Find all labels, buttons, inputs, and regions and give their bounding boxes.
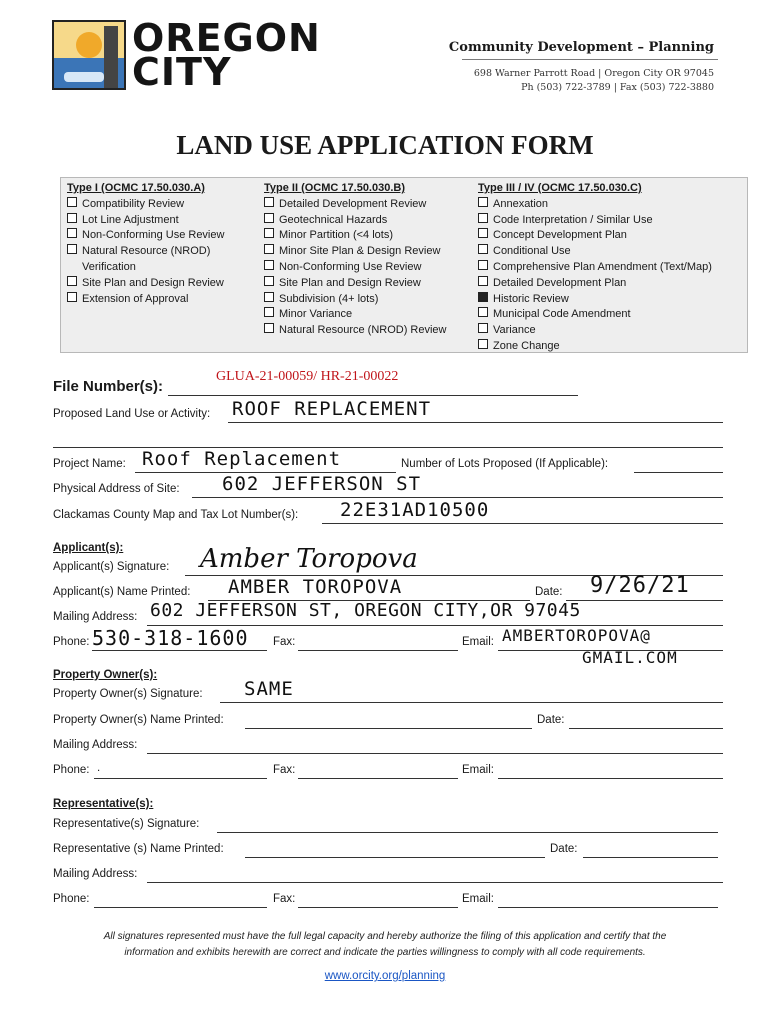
owner-phone-label: Phone:: [53, 764, 90, 776]
option-label: Non-Conforming Use Review: [82, 229, 225, 242]
applicant-heading: Applicant(s):: [53, 542, 124, 554]
checkbox-icon[interactable]: [264, 307, 274, 317]
owner-date-field[interactable]: [569, 714, 723, 729]
department-name: Community Development – Planning: [448, 40, 714, 55]
rep-mailing-label: Mailing Address:: [53, 868, 138, 880]
option-label: Minor Variance: [279, 308, 353, 321]
type-heading: Type I (OCMC 17.50.030.A): [67, 182, 205, 194]
application-type-option[interactable]: [67, 276, 224, 292]
checkbox-icon[interactable]: [478, 339, 488, 349]
applicant-mailing-label: Mailing Address:: [53, 611, 138, 623]
option-label: Municipal Code Amendment: [493, 308, 631, 321]
proposed-use-value: ROOF REPLACEMENT: [232, 398, 432, 420]
application-type-option[interactable]: [67, 228, 224, 244]
application-type-option[interactable]: [478, 244, 712, 260]
owner-mailing-label: Mailing Address:: [53, 739, 138, 751]
option-label: Compatibility Review: [82, 197, 185, 210]
checkbox-icon[interactable]: [478, 323, 488, 333]
owner-email-field[interactable]: [498, 764, 723, 779]
owner-name-field[interactable]: [245, 714, 532, 729]
option-label: Geotechnical Hazards: [279, 213, 388, 226]
owner-heading: Property Owner(s):: [53, 669, 158, 681]
applicant-name-label: Applicant(s) Name Printed:: [53, 586, 191, 598]
application-type-option[interactable]: [67, 244, 224, 260]
owner-phone-field[interactable]: [94, 764, 267, 779]
applicant-email-label: Email:: [462, 636, 494, 648]
checkbox-icon[interactable]: [67, 213, 77, 223]
project-name-label: Project Name:: [53, 458, 126, 470]
checkbox-icon[interactable]: [478, 228, 488, 238]
tax-lot-value: 22E31AD10500: [340, 499, 490, 521]
application-type-option[interactable]: [264, 276, 447, 292]
applicant-date-value: 9/26/21: [590, 573, 690, 598]
header-divider: [462, 59, 718, 60]
application-type-option[interactable]: [264, 244, 447, 260]
application-type-option[interactable]: [478, 197, 712, 213]
proposed-use-label: Proposed Land Use or Activity:: [53, 408, 211, 420]
rep-signature-field[interactable]: [217, 818, 718, 833]
oregon-city-logo: [52, 16, 352, 94]
application-type-option[interactable]: [264, 323, 447, 339]
checkbox-icon[interactable]: [67, 228, 77, 238]
application-type-option[interactable]: [264, 292, 447, 308]
owner-signature-value: SAME: [244, 678, 294, 700]
checkbox-icon[interactable]: [264, 244, 274, 254]
type-iii-iv-column: [478, 181, 712, 355]
site-address-value: 602 JEFFERSON ST: [222, 473, 422, 495]
signature-disclaimer: All signatures represented must have the full legal capacity and hereby authorize the filing of this application and certify that the information and exhibits herewith are correct and indicate the parties willingness to comply with all code requirements.: [103, 931, 667, 958]
applicant-signature-label: Applicant(s) Signature:: [53, 561, 170, 573]
application-type-option[interactable]: [478, 213, 712, 229]
option-label: Conditional Use: [493, 245, 571, 258]
owner-fax-field[interactable]: [298, 764, 458, 779]
form-title: LAND USE APPLICATION FORM: [176, 130, 594, 160]
application-type-option[interactable]: [478, 260, 712, 276]
option-label: Subdivision (4+ lots): [279, 292, 379, 305]
applicant-mailing-value: 602 JEFFERSON ST, OREGON CITY,OR 97045: [150, 600, 581, 621]
application-type-option[interactable]: [67, 213, 224, 229]
option-label: Variance: [493, 324, 536, 337]
applicant-signature-value: Amber Toropova: [200, 544, 418, 574]
applicant-email-value-cont: GMAIL.COM: [582, 648, 678, 667]
owner-signature-field[interactable]: [220, 688, 723, 703]
application-type-option[interactable]: [264, 307, 447, 323]
logo-line-city: CITY: [132, 50, 232, 94]
option-label: Lot Line Adjustment: [82, 213, 179, 226]
site-address-label: Physical Address of Site:: [53, 483, 180, 495]
department-address: 698 Warner Parrott Road | Oregon City OR 97045: [473, 68, 714, 79]
rep-signature-label: Representative(s) Signature:: [53, 818, 200, 830]
checkbox-icon[interactable]: [478, 276, 488, 286]
option-label: Concept Development Plan: [493, 229, 627, 242]
application-type-option[interactable]: [67, 197, 224, 213]
owner-mailing-field[interactable]: [147, 739, 723, 754]
checkbox-icon[interactable]: [264, 260, 274, 270]
rep-date-label: Date:: [550, 843, 578, 855]
applicant-fax-field[interactable]: [298, 636, 458, 651]
rep-email-field[interactable]: [498, 893, 718, 908]
checkbox-checked-icon[interactable]: [478, 292, 488, 302]
application-type-option[interactable]: [478, 339, 712, 355]
checkbox-icon[interactable]: [478, 213, 488, 223]
applicant-date-label: Date:: [535, 586, 563, 598]
application-type-option[interactable]: [478, 292, 712, 308]
file-number-stamp: GLUA-21-00059/ HR-21-00022: [216, 369, 399, 384]
applicant-email-value: AMBERTOROPOVA@: [502, 626, 651, 645]
owner-email-label: Email:: [462, 764, 494, 776]
option-label-continued: Verification: [82, 260, 136, 273]
checkbox-icon[interactable]: [478, 244, 488, 254]
application-type-option[interactable]: [264, 197, 447, 213]
rep-fax-field[interactable]: [298, 893, 458, 908]
tax-lot-label: Clackamas County Map and Tax Lot Number(s):: [53, 509, 299, 521]
file-number-field[interactable]: [168, 381, 578, 396]
owner-signature-label: Property Owner(s) Signature:: [53, 688, 203, 700]
applicant-name-value: AMBER TOROPOVA: [228, 576, 403, 598]
checkbox-icon[interactable]: [264, 276, 274, 286]
department-contact: [474, 67, 714, 95]
checkbox-icon[interactable]: [67, 197, 77, 207]
rep-mailing-field[interactable]: [147, 868, 723, 883]
option-label: Non-Conforming Use Review: [279, 260, 422, 273]
application-type-option[interactable]: [264, 228, 447, 244]
option-label: Natural Resource (NROD) Review: [279, 324, 447, 337]
option-label: Minor Site Plan & Design Review: [279, 245, 441, 258]
option-label: Detailed Development Review: [279, 197, 427, 210]
rep-phone-label: Phone:: [53, 893, 90, 905]
owner-phone-value: .: [97, 762, 101, 774]
checkbox-icon[interactable]: [67, 292, 77, 302]
rep-name-label: Representative (s) Name Printed:: [53, 843, 224, 855]
option-label: Site Plan and Design Review: [82, 276, 224, 289]
option-label: Comprehensive Plan Amendment (Text/Map): [493, 260, 712, 273]
project-name-value: Roof Replacement: [142, 448, 342, 470]
owner-date-label: Date:: [537, 714, 565, 726]
checkbox-icon[interactable]: [264, 197, 274, 207]
checkbox-icon[interactable]: [67, 276, 77, 286]
department-phone: Ph (503) 722-3789 | Fax (503) 722-3880: [521, 82, 714, 93]
option-label: Site Plan and Design Review: [279, 276, 421, 289]
application-type-option[interactable]: [478, 228, 712, 244]
lots-label: Number of Lots Proposed (If Applicable):: [401, 458, 609, 470]
logo-emblem-icon: [52, 20, 126, 90]
proposed-use-field-line2[interactable]: [53, 433, 723, 448]
application-type-option[interactable]: [67, 292, 224, 308]
checkbox-icon[interactable]: [67, 244, 77, 254]
type-ii-column: [264, 181, 447, 339]
applicant-phone-value: 530-318-1600: [92, 626, 249, 650]
application-type-option[interactable]: [264, 213, 447, 229]
checkbox-icon[interactable]: [478, 197, 488, 207]
rep-phone-field[interactable]: [94, 893, 267, 908]
option-label: Natural Resource (NROD): [82, 245, 211, 258]
option-label: Annexation: [493, 197, 549, 210]
checkbox-icon[interactable]: [264, 228, 274, 238]
checkbox-icon[interactable]: [478, 260, 488, 270]
application-type-box: [60, 177, 748, 353]
checkbox-icon[interactable]: [264, 213, 274, 223]
option-label: Code Interpretation / Similar Use: [493, 213, 653, 226]
application-type-option[interactable]: [478, 307, 712, 323]
rep-date-field[interactable]: [583, 843, 718, 858]
rep-email-label: Email:: [462, 893, 494, 905]
applicant-phone-label: Phone:: [53, 636, 90, 648]
option-label: Detailed Development Plan: [493, 276, 627, 289]
rep-name-field[interactable]: [245, 843, 545, 858]
owner-name-label: Property Owner(s) Name Printed:: [53, 714, 224, 726]
logo-line-oregon: OREGON: [132, 16, 321, 60]
checkbox-icon[interactable]: [264, 292, 274, 302]
file-number-label: File Number(s):: [53, 378, 164, 395]
checkbox-icon[interactable]: [478, 307, 488, 317]
application-type-option[interactable]: [264, 260, 447, 276]
planning-website-link[interactable]: www.orcity.org/planning: [324, 970, 446, 982]
rep-fax-label: Fax:: [273, 893, 296, 905]
application-type-option[interactable]: [478, 323, 712, 339]
type-i-column: [67, 181, 224, 307]
option-label: Minor Partition (<4 lots): [279, 229, 394, 242]
option-label: Extension of Approval: [82, 292, 189, 305]
owner-fax-label: Fax:: [273, 764, 296, 776]
lots-field[interactable]: [634, 458, 723, 473]
type-heading: Type III / IV (OCMC 17.50.030.C): [478, 182, 642, 194]
checkbox-icon[interactable]: [264, 323, 274, 333]
representative-heading: Representative(s):: [53, 798, 154, 810]
option-label: Zone Change: [493, 339, 560, 352]
application-type-option[interactable]: [478, 276, 712, 292]
type-heading: Type II (OCMC 17.50.030.B): [264, 182, 406, 194]
applicant-fax-label: Fax:: [273, 636, 296, 648]
option-label: Historic Review: [493, 292, 569, 305]
